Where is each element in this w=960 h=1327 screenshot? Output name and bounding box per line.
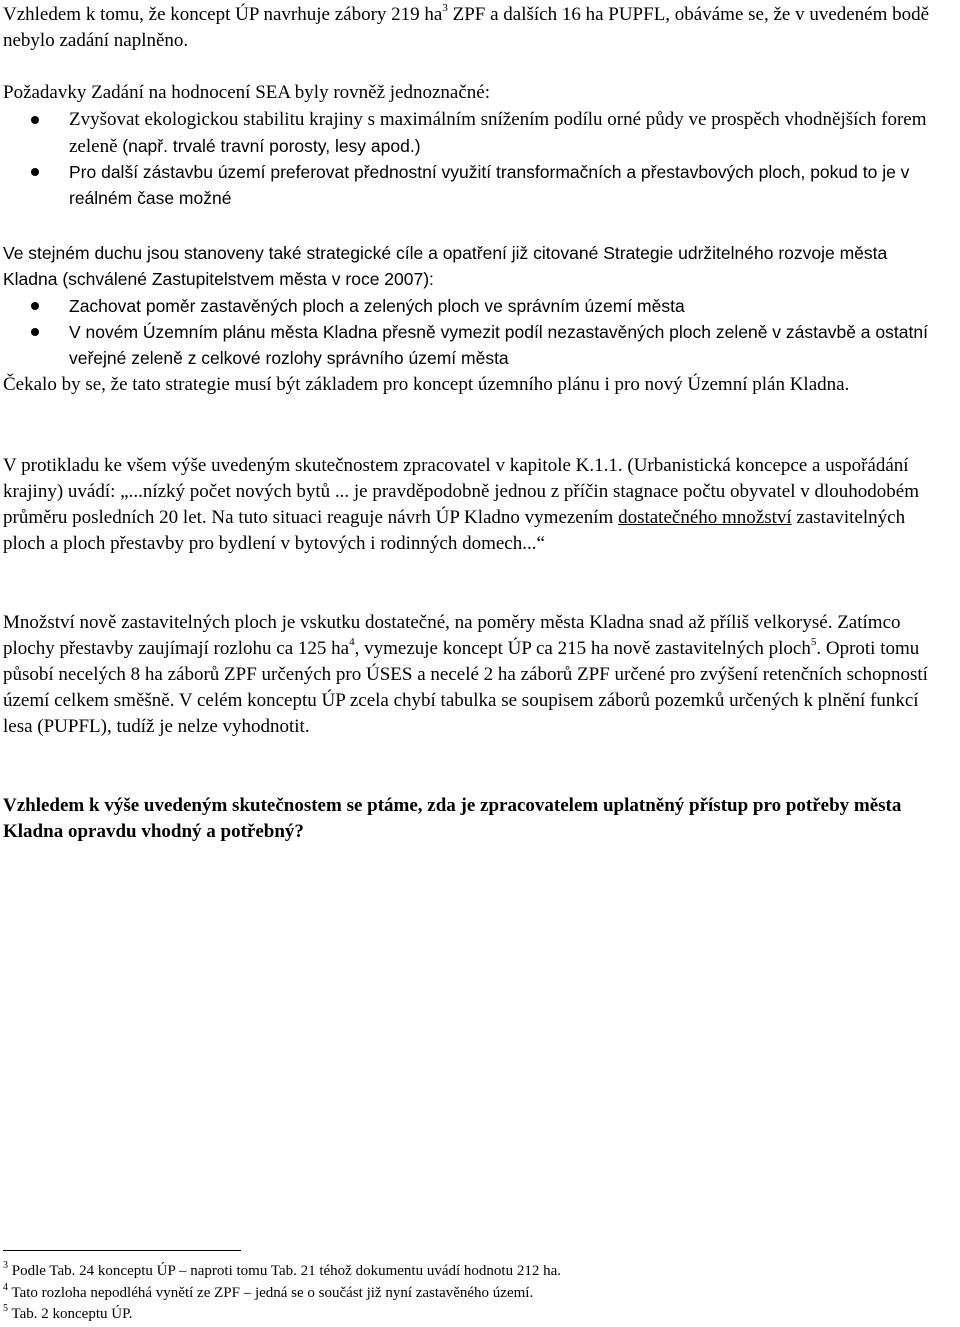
sea-requirements-list [0,107,950,211]
paragraph-mnozstvi [3,610,943,740]
footnote-5 [3,1304,943,1325]
text: ZPF a dalších 16 ha PUPFL, obáváme se, že v uvedeném bodě nebylo zadání naplněno. [3,4,930,51]
text: Zvyšovat ekologickou stabilitu krajiny s maximálním snížením podílu orné půdy ve prospěch vhodnějších forem zeleně [69,109,927,157]
footnote-text: Tato rozloha nepodléhá vynětí ze ZPF – jedná se o součást již nyní zastavěného území. [11,1285,534,1301]
underlined-text: dostatečného množství [618,507,792,528]
footnote-number: 4 [3,1282,8,1293]
footnote-number: 3 [3,1260,8,1271]
list-item: V novém Územním plánu města Kladna přesně vymezit podíl nezastavěných ploch zeleně v zástavbě a ostatní veřejné zeleně z celkové rozlohy správního území města [0,319,950,371]
footnote-ref-3[interactable]: 3 [442,1,448,14]
strategy-list [0,293,950,371]
paragraph-sea-intro: Požadavky Zadání na hodnocení SEA byly rovněž jednoznačné: [3,82,490,103]
footnote-separator [3,1250,241,1251]
list-item [0,107,950,159]
text: V protikladu ke všem výše uvedeným skutečnostem zpracovatel v kapitole K.1.1. (Urbanistická koncepce a uspořádání krajiny) uvádí: „...nízký počet nových bytů ... je pravděpodobně jednou z příčin stagnace počtu obyvatel v dlouhodobém průměru posledních 20 let. Na tuto situaci reaguje návrh ÚP Kladno vymezením [3,455,919,528]
footnote-number: 5 [3,1303,8,1314]
text: , vymezuje koncept ÚP ca 215 ha nově zastavitelných ploch [354,638,811,659]
footnote-text: Tab. 2 konceptu ÚP. [11,1306,133,1322]
text-sans: (např. trvalé travní porosty, lesy apod.) [122,136,421,156]
footnote-ref-5[interactable]: 5 [810,635,817,648]
list-item: Zachovat poměr zastavěných ploch a zelených ploch ve správním území města [0,293,950,319]
paragraph-kapitola [3,453,943,557]
paragraph-strategie-outro: Čekalo by se, že tato strategie musí být základem pro koncept územního plánu i pro nový Územní plán Kladna. [3,374,850,395]
footnote-ref-4[interactable]: 4 [349,635,355,648]
list-item: Pro další zástavbu území preferovat přednostní využití transformačních a přestavbových ploch, pokud to je v reálném čase možné [0,159,950,211]
footnote-4 [3,1283,943,1304]
paragraph-question: Vzhledem k výše uvedeným skutečnostem se ptáme, zda je zpracovatelem uplatněný přístup pro potřeby města Kladna opravdu vhodný a potřebný? [3,795,902,842]
footnote-3 [3,1261,943,1282]
paragraph-zabory [3,2,943,54]
text: . Oproti tomu působí necelých 8 ha záborů ZPF určených pro ÚSES a necelé 2 ha záborů ZPF určené pro zvýšení retenčních schopností území celkem směšně. V celém konceptu ÚP zcela chybí tabulka se soupisem záborů pozemků určených k plnění funkcí lesa (PUPFL), tudíž je nelze vyhodnotit. [3,638,928,737]
text: Množství nově zastavitelných ploch je vskutku dostatečné, na poměry města Kladna snad až příliš velkorysé. Zatímco plochy přestavby zaujímají rozlohu ca 125 ha [3,612,901,659]
text: Vzhledem k tomu, že koncept ÚP navrhuje zábory 219 ha [3,4,443,25]
text: zastavitelných ploch a ploch přestavby pro bydlení v bytových i rodinných domech...“ [3,507,906,554]
footnote-text: Podle Tab. 24 konceptu ÚP – naproti tomu Tab. 21 téhož dokumentu uvádí hodnotu 212 ha. [11,1263,561,1279]
paragraph-strategie-intro: Ve stejném duchu jsou stanoveny také strategické cíle a opatření již citované Strategie udržitelného rozvoje města Kladna (schválené Zastupitelstvem města v roce 2007): [3,243,888,289]
